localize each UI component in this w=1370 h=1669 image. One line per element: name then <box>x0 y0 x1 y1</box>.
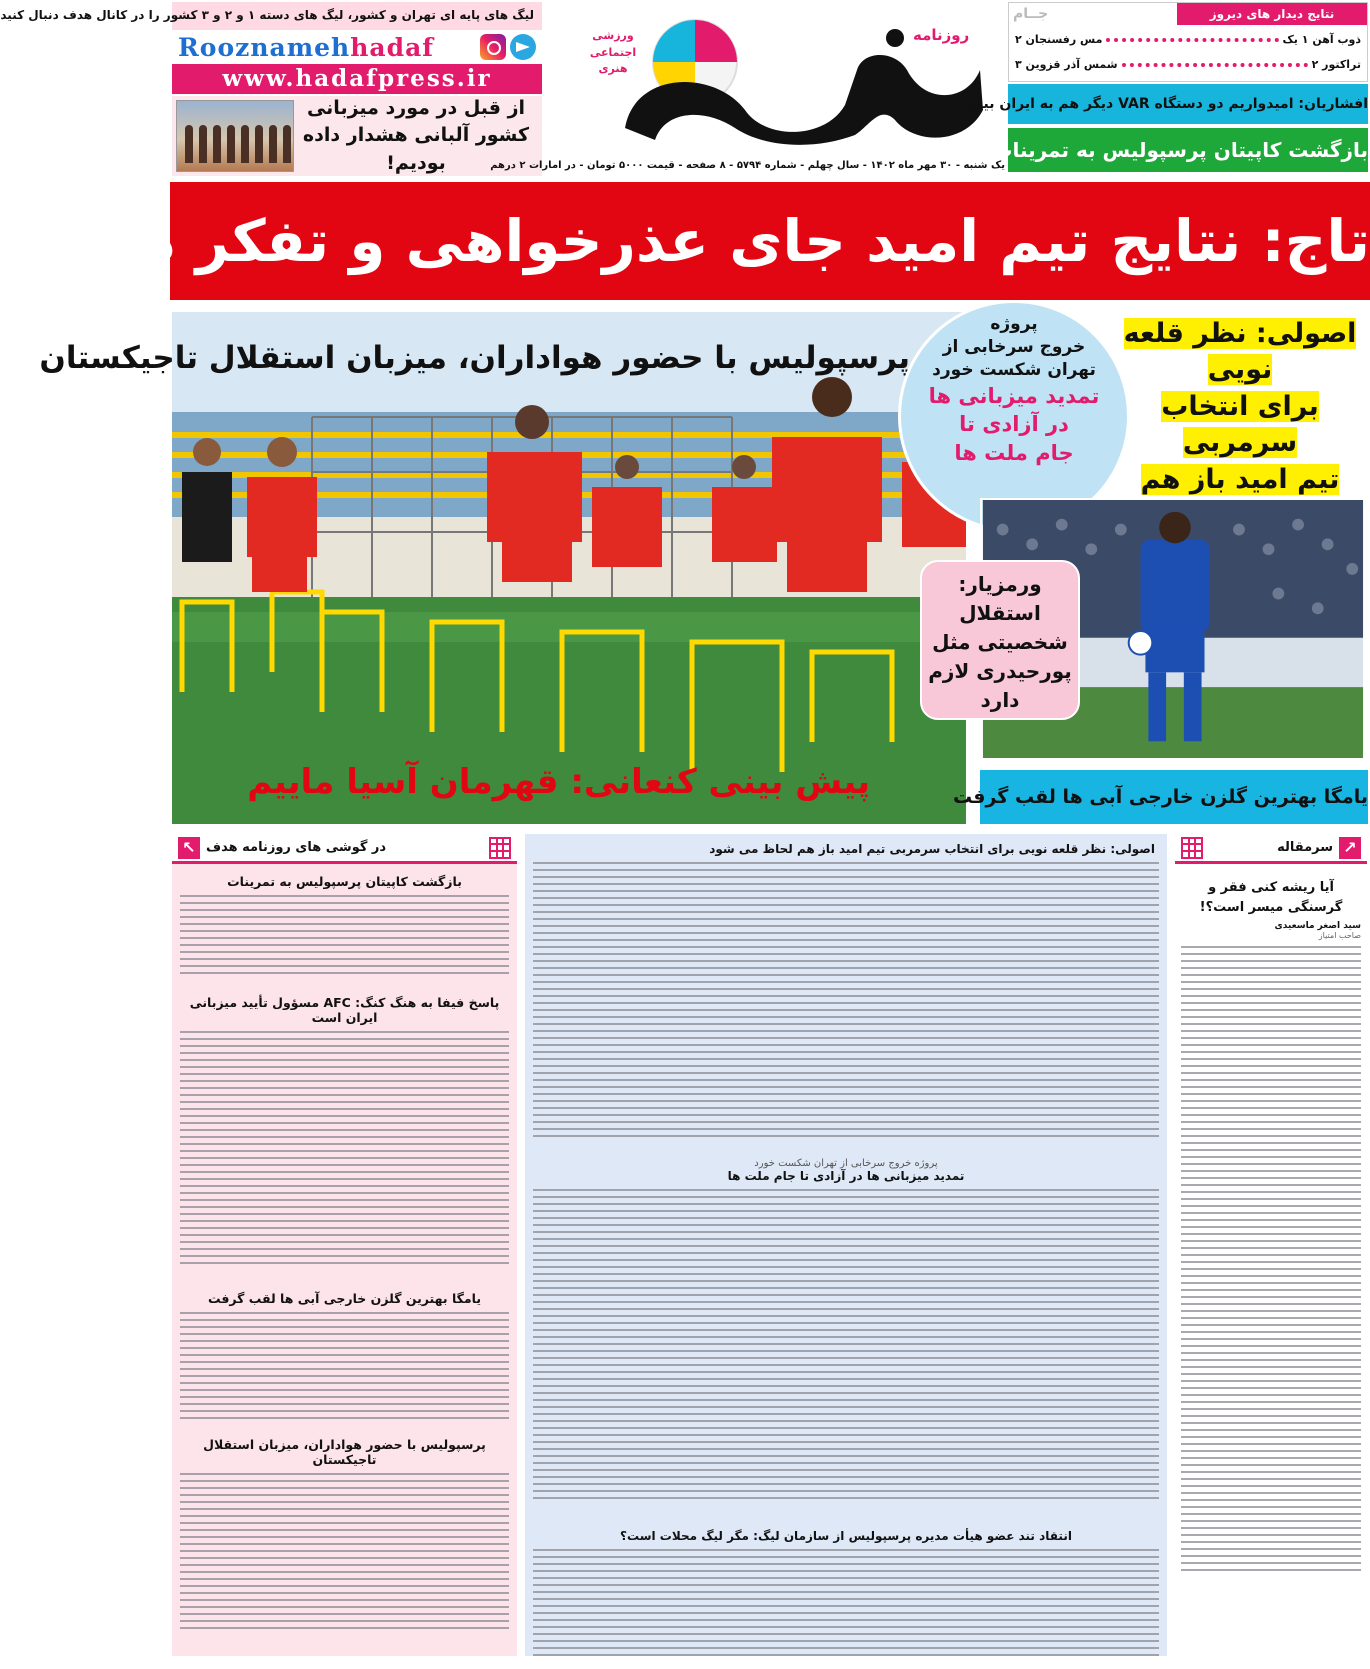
social-icons <box>480 34 536 60</box>
editorial-column <box>1175 834 1367 1656</box>
arrow-icon: ↖ <box>178 837 200 859</box>
logo-tagline: ورزشی اجتماعی هنری <box>589 29 637 75</box>
result-row <box>1015 58 1361 71</box>
brief-body <box>180 1031 509 1281</box>
result-home: ذوب آهن ۱ یک <box>1282 33 1361 46</box>
circle-kicker: خروج سرخابی از <box>942 336 1086 357</box>
results-tag: جــام <box>1013 6 1049 22</box>
brief-title: پرسپولیس با حضور هواداران، میزبان استقلال تاجیکستان <box>203 1437 486 1467</box>
arrow-icon: ↗ <box>1339 837 1361 859</box>
channel-ticker: لیگ های پایه ای تهران و کشور، لیگ های دسته ۱ و ۲ و ۳ کشور را در کانال هدف دنبال کنید <box>172 2 542 32</box>
briefs-column <box>172 834 517 1656</box>
yamga-headline: یامگا بهترین گلزن خارجی آبی ها لقب گرفت <box>980 770 1368 824</box>
grid-icon <box>1181 837 1203 859</box>
varmazyar-line: ورمزیار: استقلال <box>958 572 1042 625</box>
instagram-icon[interactable] <box>480 34 506 60</box>
logo-word: روزنامه <box>913 26 970 44</box>
brand-name-part-2: hadaf <box>350 32 435 62</box>
issue-info: یک شنبه - ۳۰ مهر ماه ۱۴۰۲ - سال چهلم - شماره ۵۷۹۴ - ۸ صفحه - قیمت ۵۰۰۰ تومان - در امارات ۲ درهم <box>490 160 1005 171</box>
center-article-title: تمدید میزبانی ها در آزادی تا جام ملت ها <box>727 1169 965 1183</box>
editorial-title: آیا ریشه کنی فقر و گرسنگی میسر است؟! <box>1199 880 1343 915</box>
editorial-author: سید اصغر ماسعیدی <box>1274 921 1361 931</box>
promo-headline: از قبل در مورد میزبانی کشور آلبانی هشدار داده بودیم! <box>302 96 530 174</box>
osouli-line: اصولی: نظر قلعه نویی <box>1123 318 1357 386</box>
result-away: مس رفسنجان ۲ <box>1015 33 1103 46</box>
results-box <box>1008 2 1368 82</box>
editorial-body <box>1181 946 1361 1636</box>
captain-headline: بازگشت کاپیتان پرسپولیس به تمرینات <box>1008 128 1368 172</box>
osouli-line: تیم امید باز هم <box>1141 464 1340 531</box>
center-article-body <box>533 862 1159 1152</box>
results-title: نتایج دیدار های دیروز <box>1177 3 1367 25</box>
center-article-title: اصولی: نظر قلعه نویی برای انتخاب سرمربی تیم امید باز هم لحاظ می شود <box>709 842 1155 856</box>
main-headline-bar <box>62 182 1370 300</box>
prediction-headline: پیش بینی کنعانی: قهرمان آسیا ماییم <box>247 762 870 802</box>
briefs-header-label: در گوشی های روزنامه هدف <box>206 840 387 855</box>
training-photo <box>39 312 966 824</box>
brief-body <box>180 1312 509 1427</box>
editorial-header-label: سرمقاله <box>1277 840 1333 855</box>
varmazyar-line: دارد <box>980 688 1020 712</box>
brand-name-part-1: Rooznameh <box>178 32 351 62</box>
brief-title: بازگشت کاپیتان پرسپولیس به تمرینات <box>227 874 462 889</box>
varmazyar-line: پورحیدری لازم <box>928 659 1072 683</box>
center-article-title: انتقاد تند عضو هیأت مدیره پرسپولیس از سازمان لیگ: مگر لیگ محلات است؟ <box>620 1529 1072 1543</box>
center-article-kicker: پروژه خروج سرخابی از تهران شکست خورد <box>754 1158 938 1169</box>
circle-title: در آزادی تا <box>959 412 1069 437</box>
result-away: شمس آذر قزوین ۳ <box>1015 58 1118 71</box>
brand-name <box>178 33 434 62</box>
brief-title: یامگا بهترین گلزن خارجی آبی ها لقب گرفت <box>207 1291 482 1306</box>
editorial-role: صاحب امتیاز <box>1318 931 1361 940</box>
telegram-icon[interactable] <box>510 34 536 60</box>
result-row <box>1015 33 1361 46</box>
center-column <box>525 834 1167 1656</box>
brief-body <box>180 1473 509 1643</box>
promo-box <box>172 96 542 176</box>
circle-kicker: پروژه <box>990 314 1038 334</box>
var-headline: افشاریان: امیدواریم دو دستگاه VAR دیگر هم به ایران بیاوریم <box>1008 84 1368 124</box>
website-url[interactable]: www.hadafpress.ir <box>172 64 542 94</box>
main-headline: تاج: نتایج تیم امید جای عذرخواهی و تفکر دارد <box>62 207 1370 275</box>
circle-kicker: تهران شکست خورد <box>932 359 1096 380</box>
team-photo-thumbnail <box>176 100 294 172</box>
brief-title: پاسخ فیفا به هنگ کنگ: AFC مسؤول تأیید میزبانی ایران است <box>189 995 500 1025</box>
circle-title: تمدید میزبانی ها <box>928 383 1100 408</box>
osouli-line: برای انتخاب سرمربی <box>1161 390 1319 459</box>
editorial-header <box>1175 834 1367 864</box>
circle-title: جام ملت ها <box>954 440 1074 465</box>
brand-bar <box>172 30 542 64</box>
varmazyar-line: شخصیتی مثل <box>932 630 1068 654</box>
center-article-body <box>533 1189 1159 1519</box>
briefs-header <box>172 834 517 864</box>
grid-icon <box>489 837 511 859</box>
varmazyar-box <box>920 560 1080 720</box>
result-home: تراکتور ۲ <box>1311 58 1361 71</box>
center-article-body <box>533 1549 1159 1669</box>
brief-body <box>180 895 509 985</box>
perspolis-headline: پرسپولیس با حضور هواداران، میزبان استقلال تاجیکستان <box>39 340 910 376</box>
